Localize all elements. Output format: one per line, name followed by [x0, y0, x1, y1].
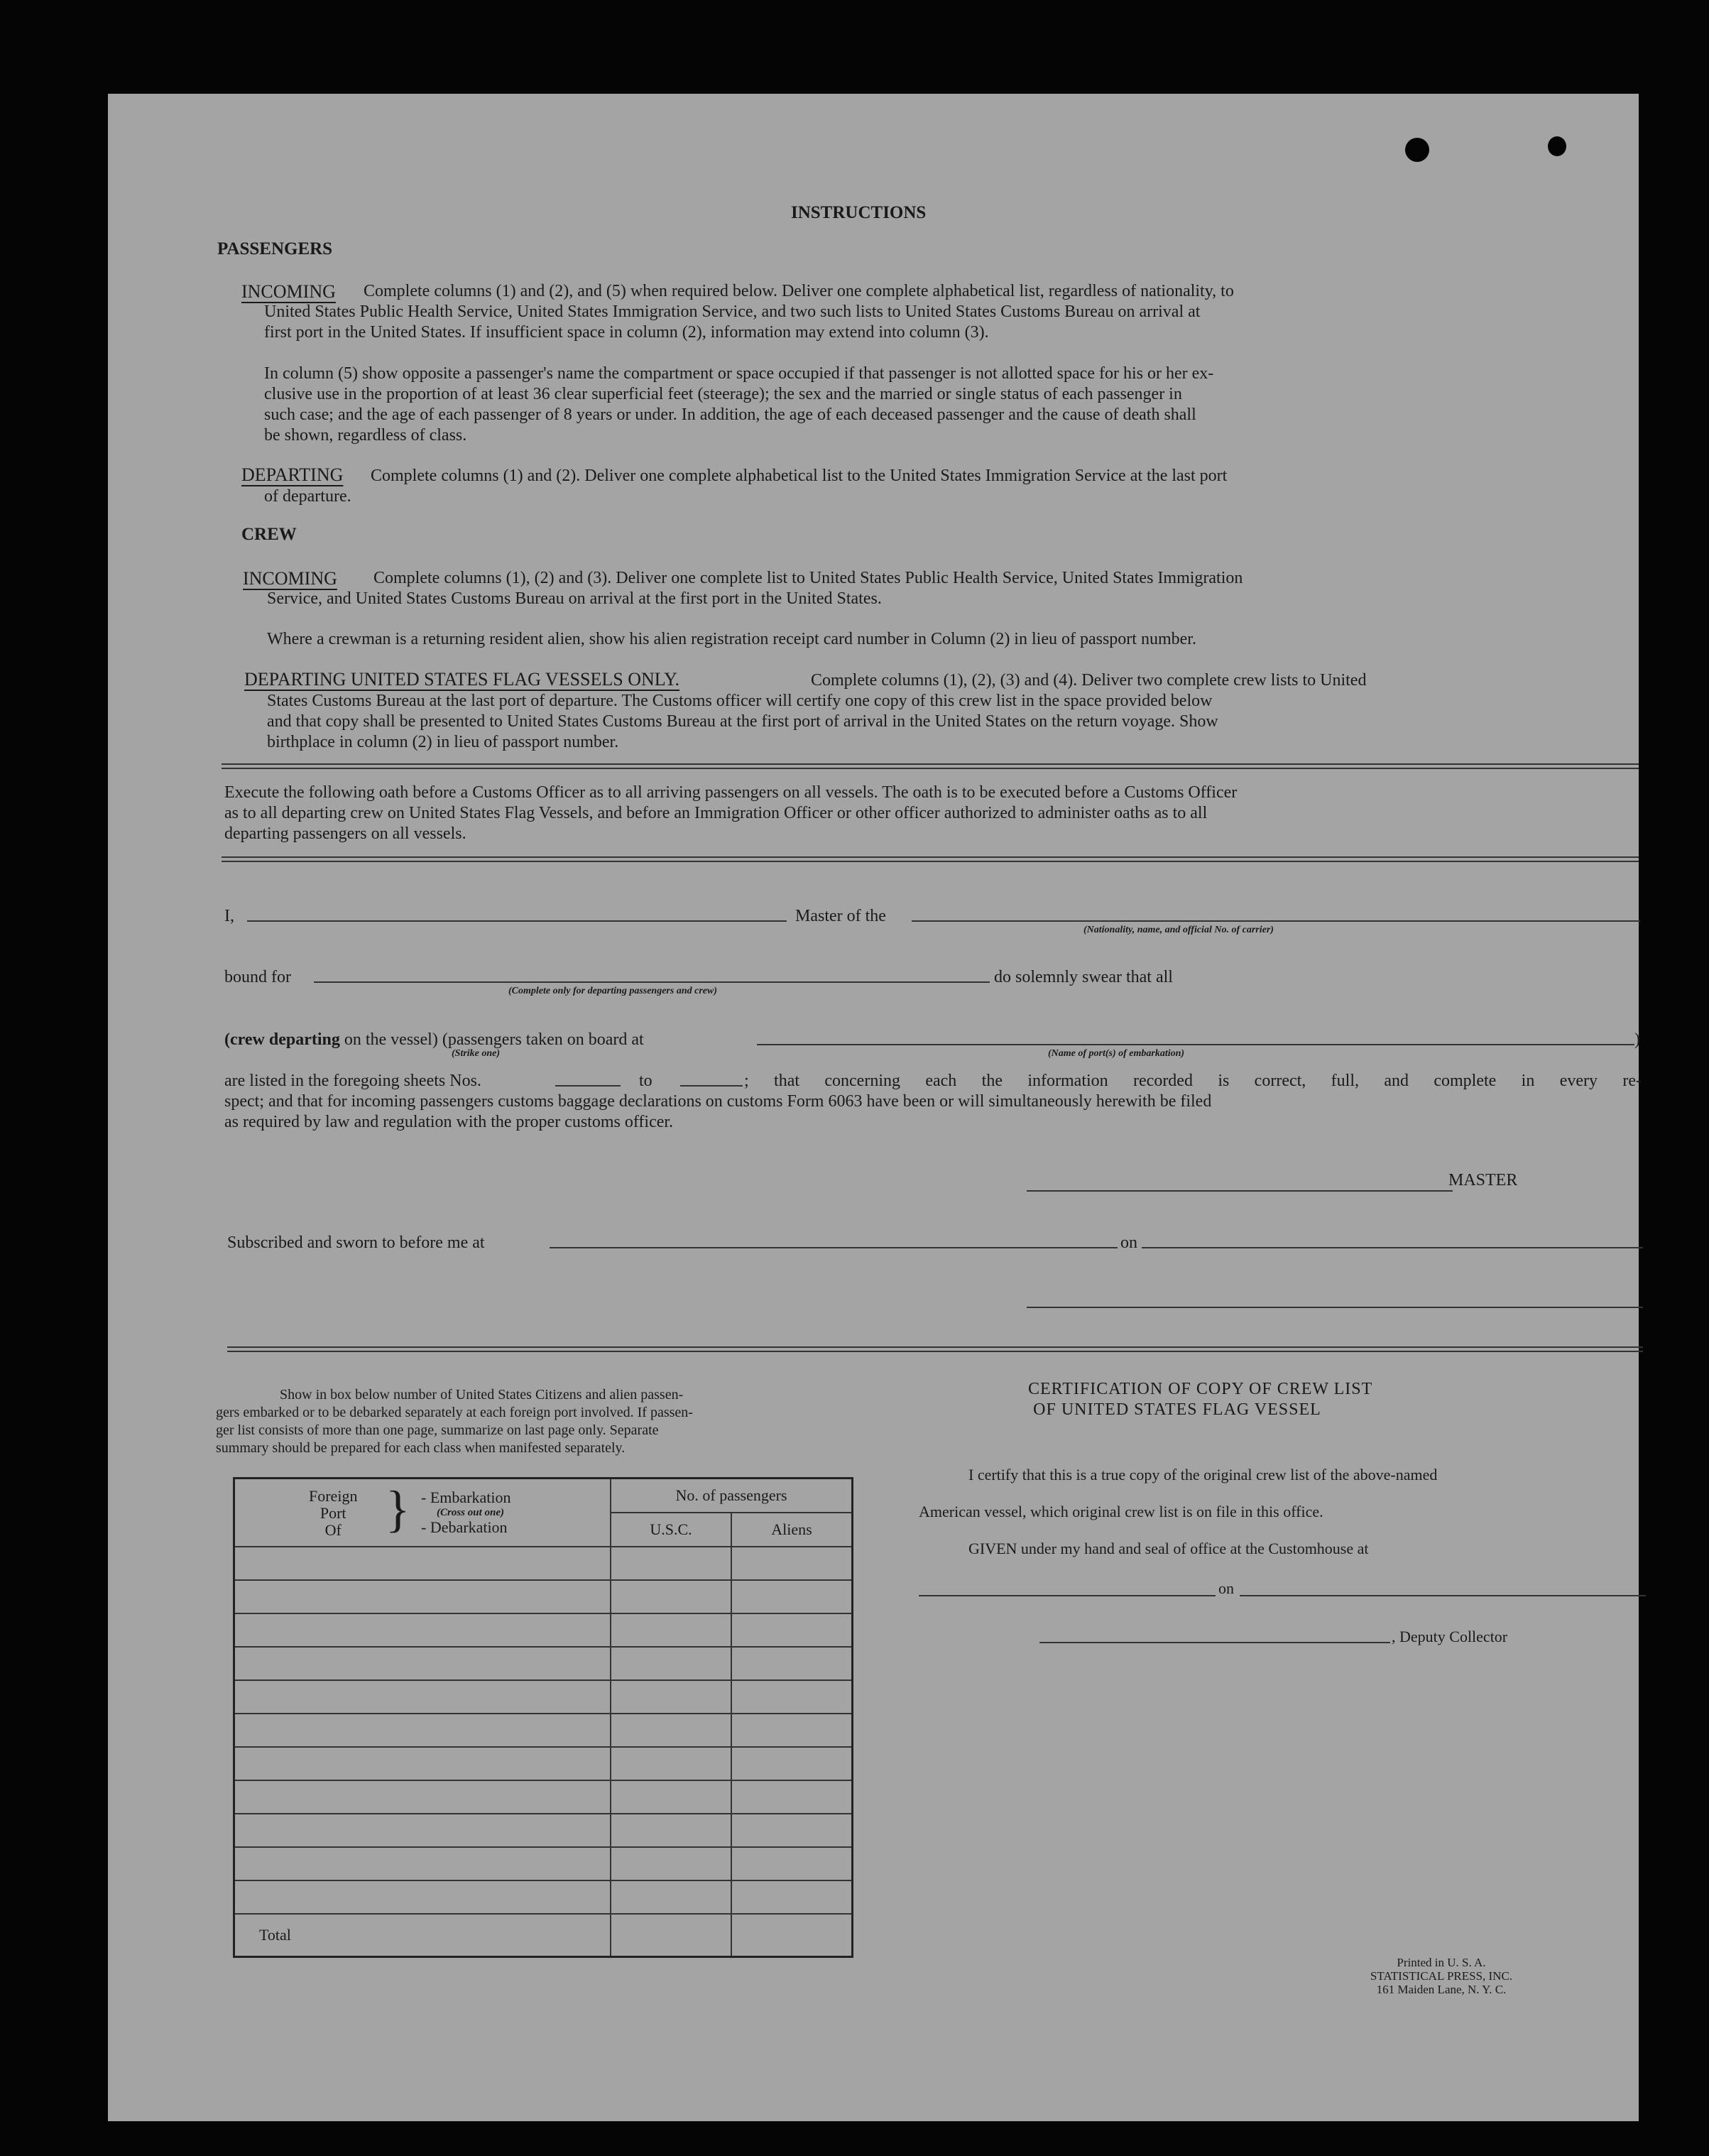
- total-row: Total: [234, 1914, 853, 1957]
- embarkation-port-field[interactable]: [757, 1044, 1634, 1045]
- table-row: [234, 1780, 853, 1814]
- section-divider: [227, 1346, 1643, 1352]
- sheets-to-label: to: [639, 1072, 653, 1090]
- summary-note: Show in box below number of United States Citizens and alien passen- gers embarked or to be debarked separately at each foreign port involved. If passen- ger list consists of more than one page, summarize on last page only. Separate summary should be prepared for each class when manifested separately.: [216, 1387, 693, 1456]
- given-text: GIVEN under my hand and seal of office at the Customhouse at: [968, 1540, 1369, 1557]
- carrier-hint: (Nationality, name, and official No. of carrier): [1083, 925, 1274, 935]
- passengers-departing-label: DEPARTING: [241, 464, 344, 485]
- bound-for-label: bound for: [224, 968, 291, 986]
- oath-i: I,: [224, 907, 234, 925]
- swear-text: do solemnly swear that all: [994, 968, 1173, 986]
- sheets-label: are listed in the foregoing sheets Nos.: [224, 1072, 481, 1090]
- no-passengers-header: No. of passengers: [611, 1479, 853, 1513]
- officer-signature-field[interactable]: [1027, 1307, 1643, 1308]
- oath-note: Execute the following oath before a Customs Officer as to all arriving passengers on all vessels. The oath is to be executed before a Customs Officer as to all departing crew on United States Flag Vessels, and before an Immigration Officer or other officer authorized to administer oaths as to all departing passengers on all vessels.: [224, 783, 1238, 843]
- crew-departing-label: DEPARTING UNITED STATES FLAG VESSELS ONLY.: [244, 669, 679, 690]
- certify-line1: I certify that this is a true copy of the original crew list of the above-named: [968, 1466, 1438, 1483]
- form-page: [108, 94, 1642, 2121]
- table-row: [234, 1580, 853, 1613]
- port-hint: (Name of port(s) of embarkation): [1048, 1048, 1185, 1059]
- table-row: [234, 1880, 853, 1914]
- cert-date-field[interactable]: [1240, 1595, 1646, 1596]
- strike-hint: (Strike one): [452, 1048, 501, 1059]
- master-label: MASTER: [1448, 1171, 1518, 1189]
- section-divider: [222, 763, 1639, 769]
- crew-departing-text: Complete columns (1), (2), (3) and (4). Deliver two complete crew lists to United States Customs Bureau at the last port of departure. The Customs officer will certify one copy of this crew list in the space provided below and that copy shall be presented to United States Customs Bureau at the first port of arrival in the United States on the return voyage. Show birthplace in column (2) in lieu of passport number.: [267, 671, 1367, 751]
- sworn-on-label: on: [1120, 1234, 1137, 1252]
- table-row: [234, 1747, 853, 1780]
- table-row: [234, 1814, 853, 1847]
- carrier-field[interactable]: [912, 920, 1640, 922]
- table-row: [234, 1647, 853, 1680]
- passengers-departing-text: Complete columns (1) and (2). Deliver one complete alphabetical list to the United States Immigration Service at the last port of departure.: [264, 467, 1228, 506]
- resident-alien-note: Where a crewman is a returning resident alien, show his alien registration receipt card number in Column (2) in lieu of passport number.: [267, 630, 1196, 648]
- deputy-collector-label: , Deputy Collector: [1392, 1628, 1508, 1645]
- crew-heading: CREW: [241, 525, 297, 544]
- bound-for-field[interactable]: [314, 981, 990, 983]
- table-row: [234, 1714, 853, 1747]
- table-row: [234, 1613, 853, 1647]
- sheets-to-field[interactable]: [680, 1085, 743, 1087]
- table-row: [234, 1547, 853, 1580]
- master-signature-field[interactable]: [1027, 1190, 1453, 1192]
- master-name-field[interactable]: [247, 920, 787, 922]
- brace-icon: }: [386, 1481, 410, 1537]
- column5-instructions: In column (5) show opposite a passenger's name the compartment or space occupied if that passenger is not allotted space for his or her ex- clusive use in the proportion of at least 36 clear superficial feet (steerage); the sex and the married or single status of each passenger in such case; and the age of each passenger of 8 years or under. In addition, the age of each deceased passenger and the cause of death shall be shown, regardless of class.: [264, 364, 1214, 445]
- sworn-date-field[interactable]: [1142, 1247, 1643, 1248]
- passengers-incoming-text: Complete columns (1) and (2), and (5) when required below. Deliver one complete alphabetical list, regardless of nationality, to United States Public Health Service, United States Immigration Service, and two such lists to United States Customs Bureau on arrival at first port in the United States. If insufficient space in column (2), information may extend into column (3).: [264, 282, 1234, 342]
- usc-header: U.S.C.: [611, 1513, 731, 1547]
- punch-hole: [1405, 138, 1429, 162]
- punch-hole: [1548, 136, 1566, 156]
- certify-line2: American vessel, which original crew list is on file in this office.: [919, 1503, 1323, 1520]
- crew-departing-option[interactable]: (crew departing on the vessel) (passengers taken on board at: [224, 1030, 644, 1049]
- subscribed-label: Subscribed and sworn to before me at: [227, 1234, 485, 1252]
- close-paren: ): [1634, 1030, 1640, 1049]
- printer-imprint: Printed in U. S. A. STATISTICAL PRESS, INC. 161 Maiden Lane, N. Y. C.: [1370, 1956, 1513, 1996]
- foreign-port-header: Foreign Port Of } - Embarkation (Cross out one) - Debarkation: [234, 1479, 611, 1547]
- sworn-location-field[interactable]: [550, 1247, 1118, 1248]
- passengers-heading: PASSENGERS: [217, 239, 333, 258]
- deputy-signature-field[interactable]: [1039, 1642, 1390, 1643]
- section-divider: [222, 856, 1639, 862]
- sheets-from-field[interactable]: [555, 1085, 621, 1087]
- sheets-text: ; that concerning each the information recorded is correct, full, and complete in every re-: [744, 1072, 1642, 1090]
- crew-incoming-text: Complete columns (1), (2) and (3). Deliver one complete list to United States Public Health Service, United States Immigration Service, and United States Customs Bureau on arrival at the first port in the United States.: [267, 569, 1243, 608]
- customhouse-field[interactable]: [919, 1595, 1216, 1596]
- oath-text: spect; and that for incoming passengers customs baggage declarations on customs Form 6063 have been or will simultaneously herewith be filed as required by law and regulation with the proper customs officer.: [224, 1092, 1212, 1131]
- cert-on-label: on: [1218, 1579, 1234, 1597]
- aliens-header: Aliens: [731, 1513, 853, 1547]
- page-title: INSTRUCTIONS: [791, 203, 927, 222]
- passenger-summary-table: [233, 1477, 853, 1958]
- passengers-incoming-label: INCOMING: [241, 281, 336, 302]
- table-row: [234, 1680, 853, 1714]
- certification-title: CERTIFICATION OF COPY OF CREW LIST OF UNITED STATES FLAG VESSEL: [1028, 1380, 1373, 1419]
- crew-incoming-label: INCOMING: [243, 568, 337, 589]
- master-of-the-label: Master of the: [795, 907, 886, 925]
- table-row: [234, 1847, 853, 1880]
- bound-for-hint: (Complete only for departing passengers and crew): [508, 986, 717, 996]
